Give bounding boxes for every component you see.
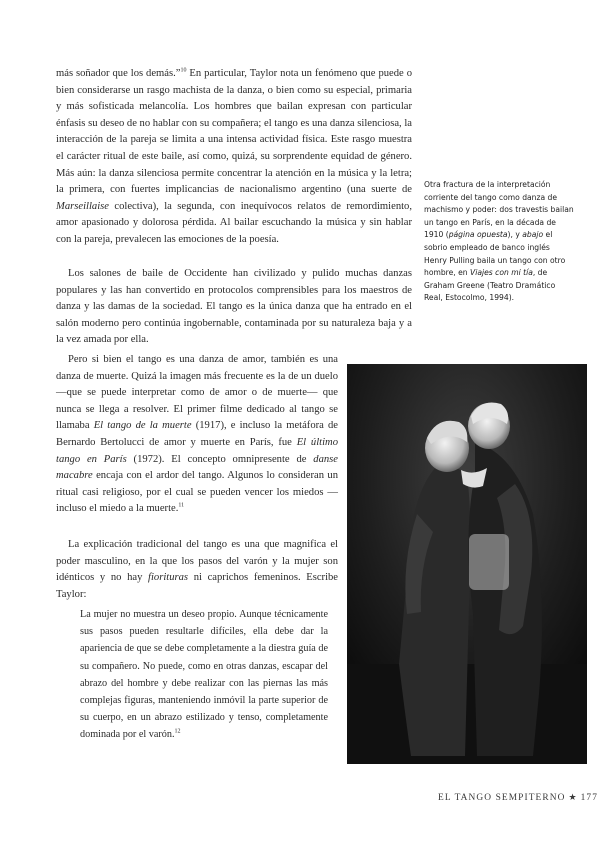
- italic-text: El último tango en París: [56, 436, 339, 465]
- star-icon: ★: [568, 792, 578, 802]
- italic-text: fiorituras: [148, 572, 189, 584]
- footnote-marker: 10: [180, 67, 187, 74]
- footnote-marker: 11: [178, 502, 185, 509]
- italic-text: El tango de la muerte: [93, 420, 192, 432]
- two-men-dancing-illustration: [347, 364, 587, 764]
- body-paragraph-4: La explicación tradicional del tango es una que magnifica el poder masculino, en la que los pasos del varón y la mujer son idénticos y no hay fiorituras ni caprichos femeninos. Escribe Taylor:: [56, 539, 339, 600]
- photo-caption: Otra fractura de la interpretación corriente del tango como danza de machismo y poder: dos travestis bailan un tango en París, en la década de 1910 (página opuesta), y abajo el sobrio empleado de banco inglés Henry Pulling baila un tango con otro hombre, en Viajes con mi tía, de Graham Greene (Teatro Dramático Real, Estocolmo, 1994).: [424, 180, 574, 303]
- footnote-marker: 12: [174, 729, 181, 736]
- page-number: 177: [580, 793, 598, 803]
- italic-text: Marseillaise: [56, 200, 109, 212]
- italic-text: página opuesta: [448, 230, 508, 240]
- italic-text: danse macabre: [56, 453, 338, 482]
- body-paragraph-1: más soñador que los demás.”$^{10}$ En particular, Taylor nota un fenómeno que puede o bien considerarse un rasgo machista de la danza, o bien como su especial, primaria y más sofisticada melancolía. Los hombres que bailan expresan con particular énfasis su deseo de no hablar con su compañera; el tango es una danza silenciosa, la interacción de la pareja se limita a una intensa actividad física. Este rasgo muestra el carácter ritual de este baile, así como, quizá, su sorprendente equidad de género. Más aún: la danza silenciosa permite concentrar la atención en la música y la letra; la primera, con fuertes implicancias de nacionalismo argentino (una suerte de Marseillaise colectiva), la segunda, con inequívocos relatos de remordimiento, amor apasionado y dolorosa pérdida. Al bailar escuchando la música y sin hablar con la pareja, prevalecen las emociones de la poesía.: [56, 67, 412, 245]
- italic-text: Viajes con mi tía: [470, 268, 533, 278]
- page-footer: [380, 792, 598, 803]
- body-paragraph-2: Los salones de baile de Occidente han civilizado y pulido muchas danzas populares y las han convertido en protocolos comprensibles para los maestros de danza y las damas de la sociedad. El tango es la única danza que ha entrado en el salón moderno pero continúa ingobernable, contaminada por su naturaleza baja y a la vez amada por ella.: [56, 268, 412, 346]
- running-title: EL TANGO SEMPITERNO: [438, 793, 566, 803]
- theatre-photo: [347, 364, 587, 764]
- block-quote: La mujer no muestra un deseo propio. Aunque técnicamente sus pasos pueden resultarle difíciles, ella debe dar la apariencia de que se debe completamente a la diestra guía de su compañero. No puede, como en otras danzas, escapar del abrazo del hombre y debe realizar con las piernas las más complejas figuras, manteniendo inmóvil la parte superior de su cuerpo, en un abrazo estilizado y tenso, completamente dominada por el varón.$^{12}$: [80, 609, 328, 741]
- italic-text: abajo: [522, 230, 544, 240]
- body-paragraph-3: Pero si bien el tango es una danza de amor, también es una danza de muerte. Quizá la imagen más frecuente es la de un duelo —que se puede interpretar como de amor o de muerte— que nunca se llega a resolver. El primer filme dedicado al tango se llamaba El tango de la muerte (1917), e incluso la metáfora de Bernardo Bertolucci de amor y muerte en París, fue El último tango en París (1972). El concepto omnipresente de danse macabre encaja con el ardor del tango. Algunos lo consideran un ritual casi religioso, por el cual se pueden vencer los miedos —incluso el miedo a la muerte.$^{11}$: [56, 354, 339, 515]
